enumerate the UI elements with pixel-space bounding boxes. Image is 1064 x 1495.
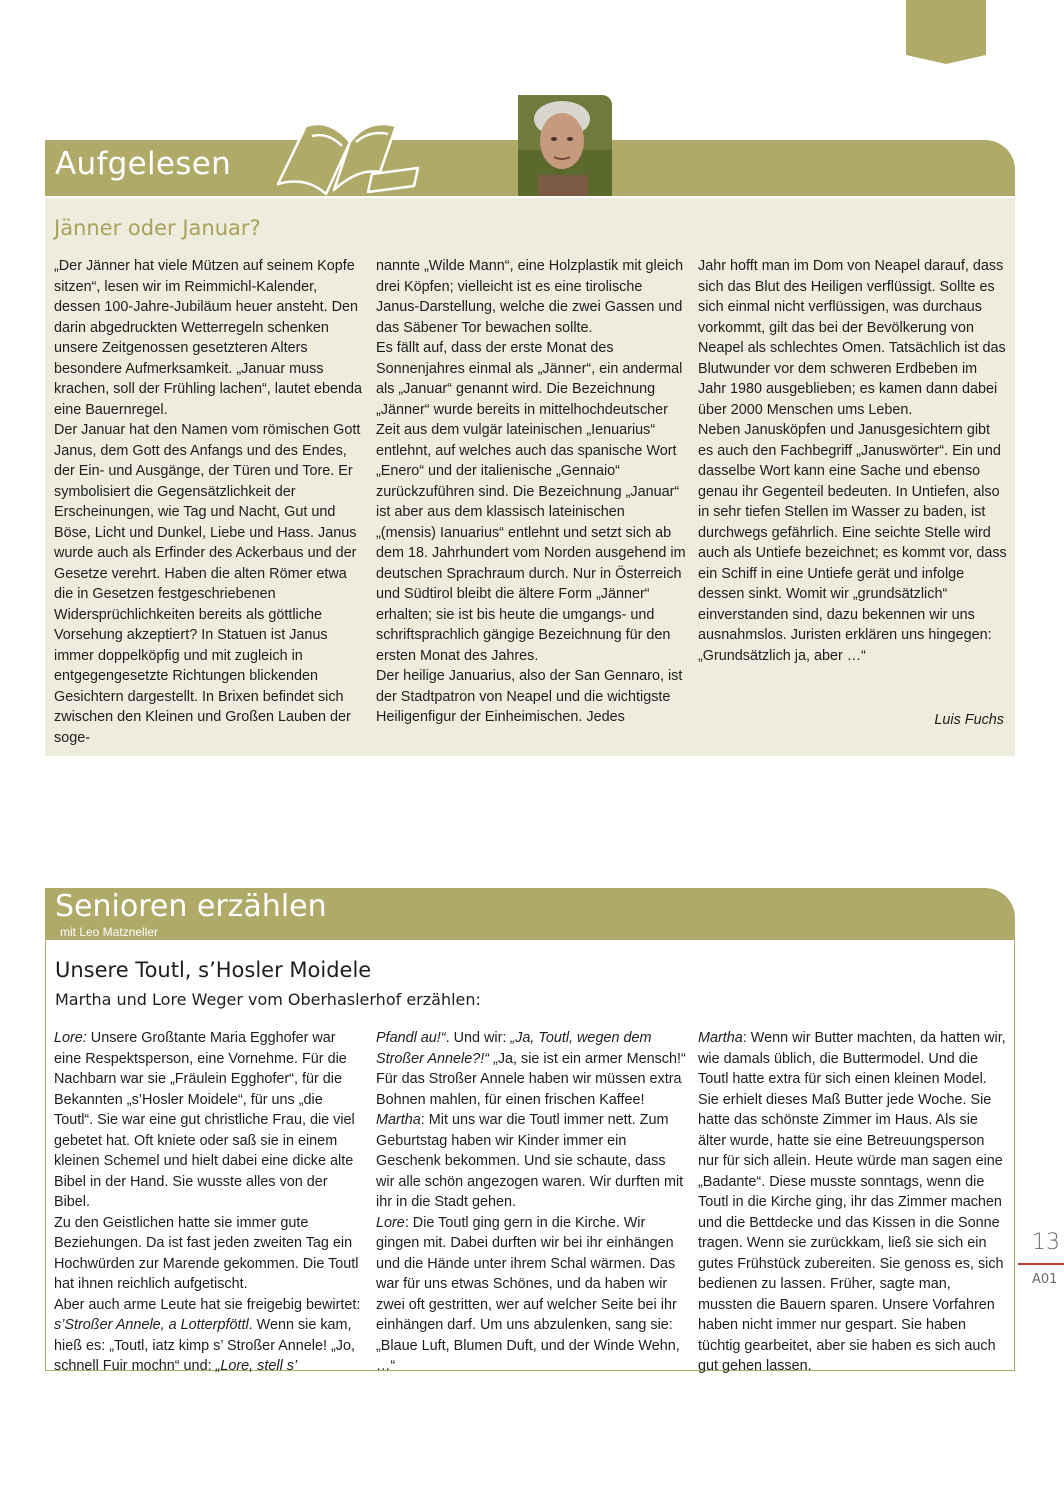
article-column-2 bbox=[376, 256, 686, 728]
paragraph-text: . Wenn sie kam, hieß es: „Toutl, iatz kimp s’ Stroßer Annele! „Jo, schnell Fuir mochn“ und: bbox=[54, 1317, 355, 1374]
article-title: Unsere Toutl, s’Hosler Moidele bbox=[55, 958, 372, 982]
paragraph-text: . Und wir: bbox=[445, 1030, 511, 1046]
paragraph-text: Unsere Großtante Maria Egghofer war eine Respektsperson, eine Vornehme. Für die Nachbarn war sie „Fräulein Egghofer“, für die Bekannten „s’Hosler Moidele“, für uns „die Toutl“. Sie war eine gut christliche Frau, die viel gebetet hat. Oft kniete oder saß sie in einem kleinen Schemel und hielt dabei eine dicke alte Bibel in der Hand. Sie wusste alles von der Bibel. bbox=[54, 1030, 355, 1210]
paragraph-text: : Wenn wir Butter machten, da hatten wir, wie damals üblich, die Buttermodel. Und die Toutl hatte extra für sich einen kleinen Model. Sie erhielt dieses Maß Butter jede Woche. Sie hatte das schönste Zimmer im Haus. Als sie älter wurde, hatte sie eine Betreuungsperson nur für sich allein. Heute würde man sagen eine „Badante“. Diese musste sonntags, wenn die Toutl in die Kirche ging, ihr das Zimmer machen und die Bettdecke und das Kissen in die Sonne tragen. Wenn sie zurückkam, ließ sie sich ein gutes Frühstück zubereiten. Sie genoss es, sich bedienen zu lassen. Früher, sagte man, mussten die Bauern sparen. Unsere Vorfahren haben nicht immer nur gespart. Sie haben tüchtig gearbeitet, aber sie haben es sich auch gut gehen lassen. bbox=[698, 1030, 1006, 1374]
article-column-3 bbox=[698, 1028, 1008, 1377]
speaker-name: Lore: bbox=[54, 1030, 87, 1046]
paragraph bbox=[54, 1295, 364, 1377]
paragraph bbox=[54, 1028, 364, 1213]
paragraph bbox=[698, 1028, 1008, 1377]
speaker-name: Martha bbox=[698, 1030, 743, 1046]
article-column-1 bbox=[54, 256, 364, 748]
section-byline: mit Leo Matzneller bbox=[60, 925, 159, 939]
paragraph-text: : Mit uns war die Toutl immer nett. Zum Geburtstag haben wir Kinder immer ein Geschenk bekommen. Und sie schaute, dass wir alle schön angezogen waren. Wir durften mit ihr in die Stadt gehen. bbox=[376, 1112, 684, 1210]
page-marker-rule bbox=[1018, 1263, 1064, 1265]
paragraph: „Der Jänner hat viele Mützen auf seinem Kopfe sitzen“, lesen wir im Reimmichl-Kalender, dessen 100-Jahre-Jubiläum heuer ansteht. Den darin abgedruckten Wetterregeln schenken unsere Zeitgenossen gesetzteren Alters besondere Aufmerksamkeit. „Januar muss krachen, soll der Frühling lachen“, lautet ebenda eine Bauernregel. bbox=[54, 258, 362, 418]
paragraph: Neben Janusköpfen und Janusgesichtern gibt es auch den Fachbegriff „Januswörter“. Ein und dasselbe Wort kann eine Sache und ebenso genau ihr Gegenteil bedeuten. In Untiefen, also in sehr tiefen Stellen im Wasser zu baden, ist durchwegs gefährlich. Eine seichte Stelle wird auch als Untiefe bezeichnet; es kommt vor, dass ein Schiff in eine Untiefe gerät und infolge dessen sinkt. Womit wir „grundsätzlich“ einverstanden sind, dazu bekennen wir uns ausnahmslos. Juristen erklären uns hingegen: „Grundsätzlich ja, aber …“ bbox=[698, 422, 1007, 664]
paragraph-text: „Ja, sie ist ein armer Mensch!“ Für das Stroßer Annele haben wir müssen extra Bohnen mahlen, für einen frischen Kaffee! bbox=[376, 1050, 686, 1108]
article-column-2 bbox=[376, 1028, 686, 1377]
section-title: Senioren erzählen bbox=[55, 889, 327, 924]
paragraph: nannte „Wilde Mann“, eine Holzplastik mit gleich drei Köpfen; vielleicht ist es eine tirolische Janus-Darstellung, welche die zwei Gassen und das Säbener Tor bewachen sollte. bbox=[376, 258, 684, 336]
dialect-quote: „Ja, Toutl, wegen dem Stroßer Annele?!“ bbox=[376, 1030, 652, 1067]
dialect-quote: Pfandl au!“ bbox=[376, 1030, 446, 1046]
article-column-1 bbox=[54, 1028, 364, 1377]
speaker-name: Lore bbox=[376, 1214, 405, 1231]
corner-tab-marker bbox=[906, 0, 986, 64]
paragraph: Es fällt auf, dass der erste Monat des Sonnenjahres einmal als „Jänner“, ein andermal als „Januar“ genannt wird. Die Bezeichnung „Jänner“ wurde bereits in mittelhochdeutscher Zeit aus dem vulgär lateinischen „Ienuarius“ entlehnt, auf welches auch das spanische Wort „Enero“ und der italienische „Gennaio“ zurückzuführen sind. Die Bezeichnung „Januar“ ist aber aus dem klassisch lateinischen „(mensis) Ianuarius“ entlehnt und setzt sich ab dem 18. Jahrhundert vom Norden ausgehend im deutschen Sprachraum durch. Nur in Österreich und Südtirol bleibt die ältere Form „Jänner“ erhalten; sie ist bis heute die umgangs- und schriftsprachlich gängige Bezeichnung für den ersten Monat des Jahres. bbox=[376, 340, 686, 664]
article-column-3 bbox=[698, 256, 1008, 666]
speaker-name: Martha bbox=[376, 1112, 421, 1128]
article-lead: Martha und Lore Weger vom Oberhaslerhof erzählen: bbox=[55, 990, 481, 1009]
paragraph: Der Januar hat den Namen vom römischen Gott Janus, dem Gott des Anfangs und des Endes, der Ein- und Ausgänge, der Türen und Tore. Er symbolisiert die Gegensätzlichkeit der Erscheinungen, wie Tag und Nacht, Gut und Böse, Licht und Dunkel, Liebe und Hass. Janus wurde auch als Erfinder des Ackerbaus und der Gesetze verehrt. Haben die alten Römer etwa die in Gesetzen festgeschriebenen Widersprüchlichkeiten bereits als göttliche Vorsehung akzeptiert? In Statuen ist Janus immer doppelköpfig und mit zugleich in entgegengesetzte Richtungen blickenden Gesichtern dargestellt. In Brixen befindet sich zwischen den Kleinen und Großen Lauben der soge- bbox=[54, 422, 361, 746]
paragraph: Zu den Geistlichen hatte sie immer gute Beziehungen. Da ist fast jeden zweiten Tag ein Hochwürden zur Marende gekommen. Die Toutl hat ihnen reichlich aufgetischt. bbox=[54, 1214, 359, 1292]
page-number: 13 bbox=[1032, 1230, 1060, 1255]
author-portrait-image bbox=[518, 95, 612, 196]
author-signature: Luis Fuchs bbox=[934, 712, 1004, 728]
paragraph bbox=[376, 1028, 686, 1110]
page-code: A01 bbox=[1032, 1272, 1058, 1287]
article-title: Jänner oder Januar? bbox=[54, 216, 261, 240]
dialect-quote: „Lore, stell s’ bbox=[215, 1358, 298, 1374]
dialect-quote: s’Stroßer Annele, a Lotterpföttl bbox=[54, 1317, 249, 1333]
paragraph-text: Aber auch arme Leute hat sie freigebig bewirtet: bbox=[54, 1296, 361, 1313]
paragraph: Jahr hofft man im Dom von Neapel darauf, dass sich das Blut des Heiligen verflüssigt. Sollte es sich einmal nicht verflüssigen, was durchaus vorkommt, gilt das bei der Bevölkerung von Neapel als schlechtes Omen. Tatsächlich ist das Blutwunder vor dem schweren Erdbeben im Jahr 1980 ausgeblieben; es kamen dann dabei über 2000 Menschen ums Leben. bbox=[698, 258, 1006, 418]
paragraph bbox=[376, 1110, 686, 1213]
open-book-icon bbox=[272, 112, 424, 196]
paragraph: Der heilige Januarius, also der San Gennaro, ist der Stadtpatron von Neapel und die wichtigste Heiligenfigur der Einheimischen. Jedes bbox=[376, 668, 683, 725]
paragraph bbox=[376, 1213, 686, 1377]
paragraph-text: : Die Toutl ging gern in die Kirche. Wir gingen mit. Dabei durften wir bei ihr einhängen und die Hände unter ihrem Schal wärmen. Das war für uns etwas Schönes, und da haben wir zwei oft gestritten, wer auf welcher Seite bei ihr einhängen darf. Um uns abzulenken, sang sie: „Blaue Luft, Blumen Duft, und der Winde Wehn, …“ bbox=[376, 1214, 680, 1374]
section-title: Aufgelesen bbox=[55, 146, 232, 182]
